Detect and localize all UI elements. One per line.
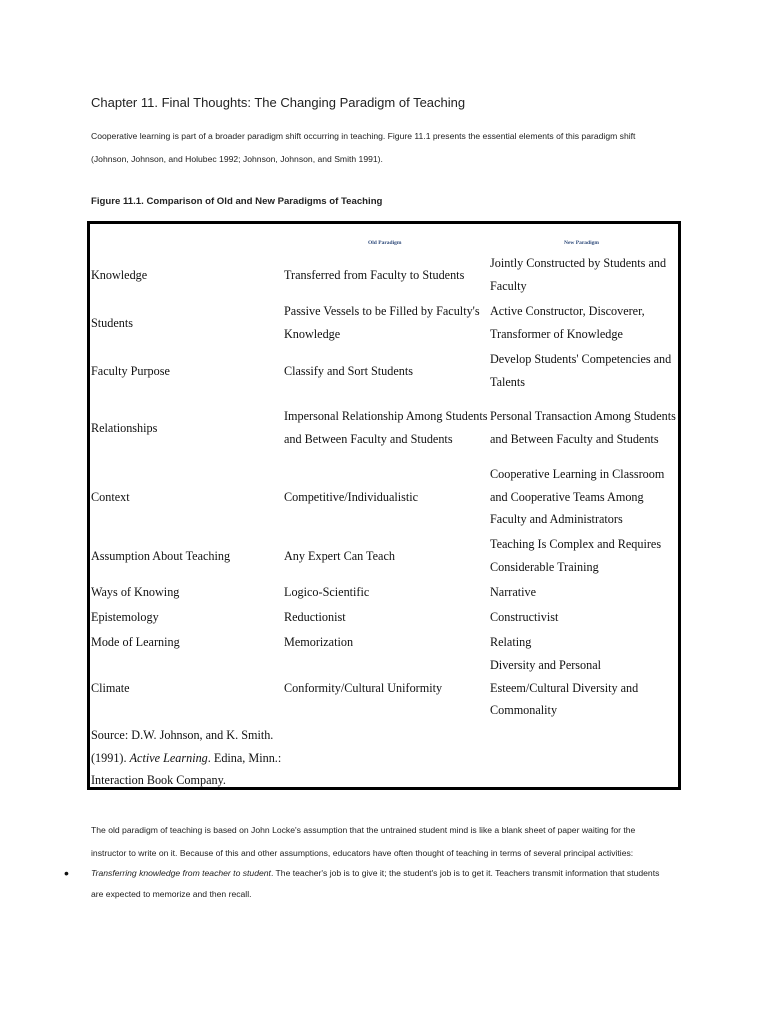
bullet-item-text (91, 868, 659, 878)
table-row (90, 463, 678, 531)
row-factor: Faculty Purpose (91, 363, 170, 378)
table-row (90, 654, 678, 722)
source-prefix: Source: D.W. Johnson, and K. Smith. (1991). (91, 728, 274, 765)
row-new-paradigm: Jointly Constructed by Students and Faculty (490, 256, 667, 293)
table-row (90, 581, 678, 604)
row-old-paradigm: Impersonal Relationship Among Students and Between Faculty and Students (284, 409, 488, 446)
row-factor: Relationships (91, 420, 158, 435)
table-row (90, 606, 678, 629)
row-new-paradigm: Cooperative Learning in Classroom and Cooperative Teams Among Faculty and Administrators (490, 467, 665, 527)
row-factor: Epistemology (91, 610, 159, 625)
row-old-paradigm: Reductionist (284, 610, 346, 625)
chapter-title: Chapter 11. Final Thoughts: The Changing Paradigm of Teaching (91, 95, 466, 110)
row-factor: Assumption About Teaching (91, 548, 231, 563)
body-paragraph-line-1: The old paradigm of teaching is based on John Locke's assumption that the untrained student mind is like a blank sheet of paper waiting for the (91, 825, 636, 835)
row-old-paradigm: Transferred from Faculty to Students (284, 267, 465, 282)
source-suffix: . Edina, Minn.: Interaction Book Company. (91, 750, 282, 788)
row-new-paradigm: Active Constructor, Discoverer, Transformer of Knowledge (490, 304, 645, 341)
table-row (90, 252, 678, 298)
row-old-paradigm: Memorization (284, 635, 354, 650)
figure-caption: Figure 11.1. Comparison of Old and New Paradigms of Teaching (91, 196, 383, 207)
row-old-paradigm: Passive Vessels to be Filled by Faculty's Knowledge (284, 304, 480, 341)
row-factor: Context (91, 489, 130, 504)
row-factor: Climate (91, 680, 130, 695)
table-row (90, 348, 678, 394)
row-factor: Knowledge (91, 267, 148, 282)
bullet-item-continuation: are expected to memorize and then recall. (91, 889, 252, 899)
row-old-paradigm: Any Expert Can Teach (284, 548, 395, 563)
source-citation (91, 724, 291, 792)
old-paradigm-header: Old Paradigm (368, 240, 402, 246)
table-row (90, 300, 678, 346)
new-paradigm-header: New Paradigm (564, 240, 599, 246)
table-row (90, 533, 678, 579)
row-factor: Mode of Learning (91, 635, 180, 650)
paradigm-comparison-table (87, 221, 681, 790)
intro-paragraph-line-2: (Johnson, Johnson, and Holubec 1992; Johnson, Johnson, and Smith 1991). (91, 154, 383, 164)
row-new-paradigm: Narrative (490, 585, 537, 600)
table-row (90, 631, 678, 654)
row-factor: Students (91, 315, 133, 330)
bullet-item-rest: . The teacher's job is to give it; the student's job is to get it. Teachers transmit information that students (270, 868, 660, 878)
row-old-paradigm: Logico-Scientific (284, 585, 370, 600)
bullet-icon: • (64, 865, 69, 881)
row-new-paradigm: Personal Transaction Among Students and Between Faculty and Students (490, 409, 676, 446)
bullet-item-emphasis: Transferring knowledge from teacher to student (91, 868, 271, 878)
row-factor: Ways of Knowing (91, 585, 180, 600)
row-new-paradigm: Develop Students' Competencies and Talents (490, 352, 672, 389)
source-book-title: Active Learning (129, 750, 208, 765)
row-new-paradigm: Relating (490, 635, 532, 650)
row-new-paradigm: Teaching Is Complex and Requires Considerable Training (490, 537, 662, 574)
row-new-paradigm: Diversity and Personal Esteem/Cultural Diversity and Commonality (490, 658, 639, 718)
row-new-paradigm: Constructivist (490, 610, 559, 625)
body-paragraph-line-2: instructor to write on it. Because of this and other assumptions, educators have often thought of teaching in terms of several principal activities: (91, 848, 634, 858)
intro-paragraph-line-1: Cooperative learning is part of a broader paradigm shift occurring in teaching. Figure 11.1 presents the essential elements of this paradigm shift (91, 131, 636, 141)
table-row (90, 394, 678, 462)
row-old-paradigm: Classify and Sort Students (284, 363, 413, 378)
row-old-paradigm: Conformity/Cultural Uniformity (284, 680, 443, 695)
row-old-paradigm: Competitive/Individualistic (284, 489, 419, 504)
